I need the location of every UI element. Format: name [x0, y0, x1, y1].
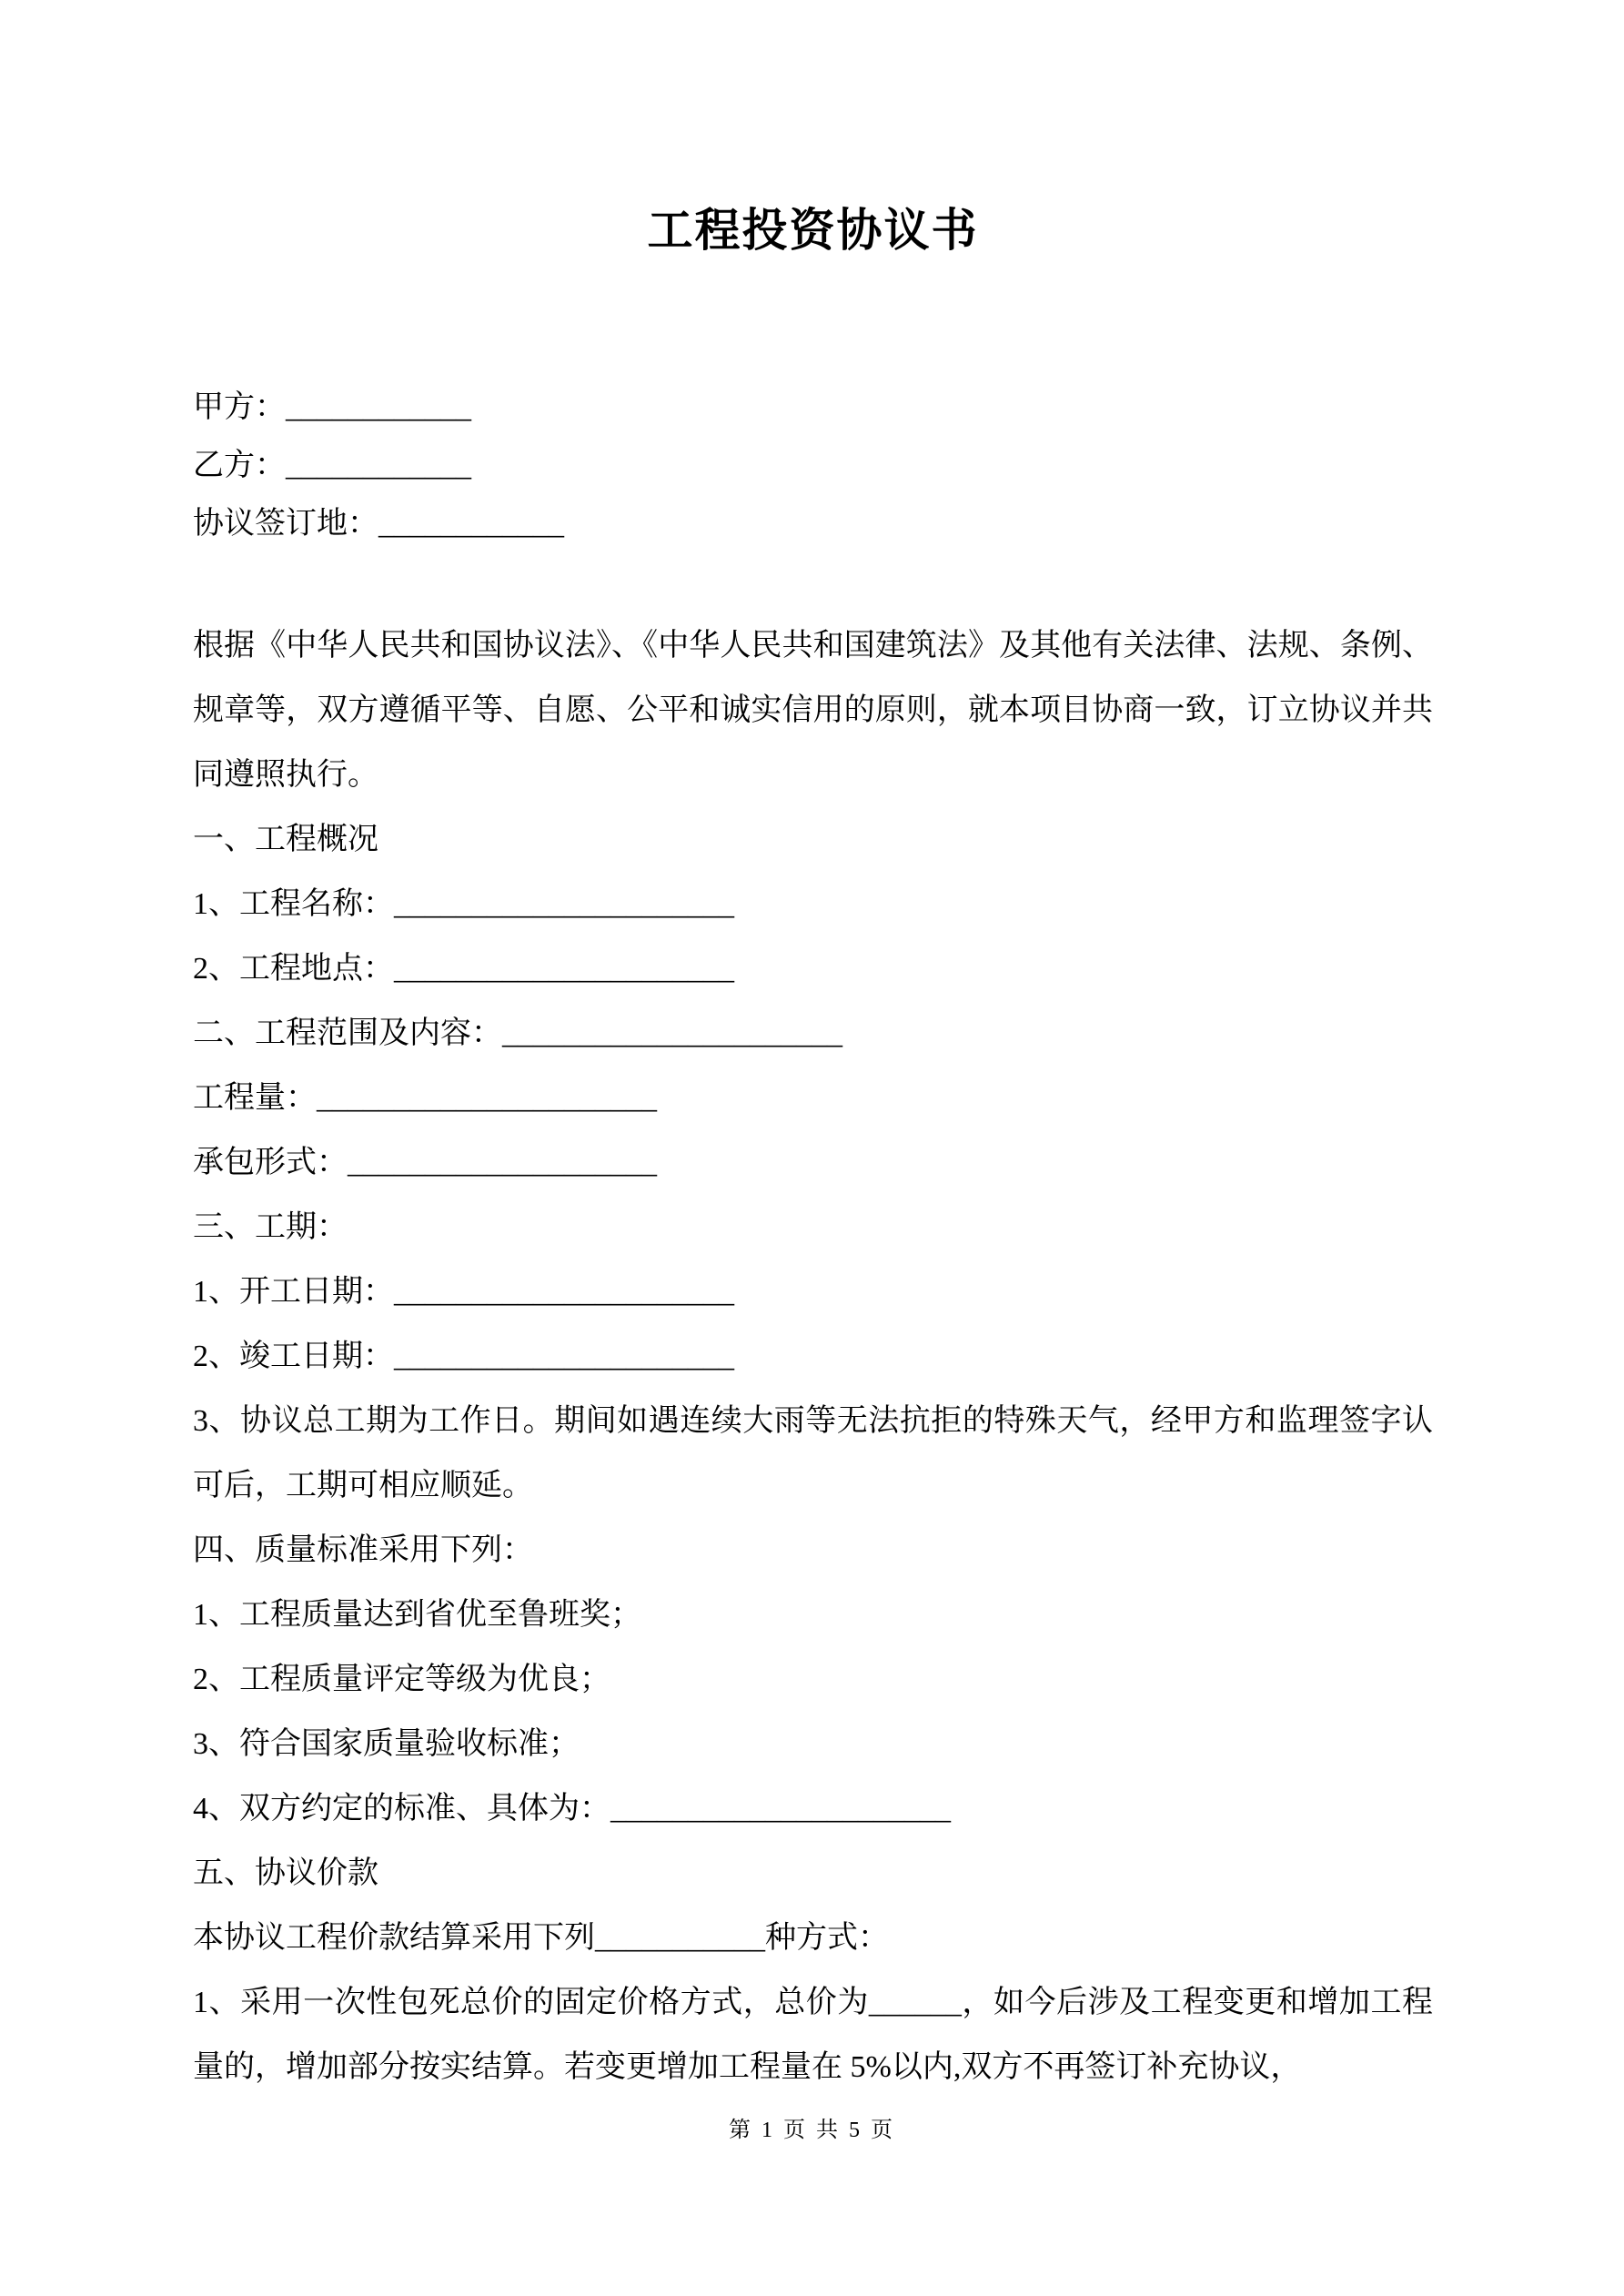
party-block [193, 379, 1433, 553]
clause-quality-option-1: 1、工程质量达到省优至鲁班奖； [193, 1598, 641, 1632]
section-3-duration-heading: 三、工期： [193, 1210, 348, 1244]
clause-quality-option-4: 4、双方约定的标准、具体为：______________________ [193, 1792, 951, 1826]
clause-payment-method: 本协议工程价款结算采用下列___________种方式： [193, 1921, 889, 1955]
clause-project-name: 1、工程名称：______________________ [193, 887, 734, 921]
clause-completion-date: 2、竣工日期：______________________ [193, 1340, 734, 1373]
document-title: 工程投资协议书 [647, 205, 979, 256]
clause-start-date: 1、开工日期：______________________ [193, 1275, 734, 1309]
clause-duration-terms: 3、协议总工期为工作日。期间如遇连续大雨等无法抗拒的特殊天气，经甲方和监理签字认可后，工期可相应顺延。 [193, 1404, 1433, 1502]
party-a-line: 甲方：____________ [193, 390, 471, 424]
section-5-price-heading: 五、协议价款 [193, 1856, 378, 1890]
clause-quality-option-3: 3、符合国家质量验收标准； [193, 1727, 580, 1761]
section-1-heading: 一、工程概况 [193, 823, 378, 856]
clause-quality-option-2: 2、工程质量评定等级为优良； [193, 1663, 610, 1696]
page-number-footer: 第 1 页 共 5 页 [729, 2119, 895, 2142]
clause-fixed-price-terms: 1、采用一次性包死总价的固定价格方式，总价为______，如今后涉及工程变更和增加工程量的，增加部分按实结算。若变更增加工程量在 5%以内,双方不再签订补充协议， [193, 1986, 1433, 2084]
clause-project-location: 2、工程地点：______________________ [193, 952, 734, 986]
clause-work-quantity: 工程量：______________________ [193, 1081, 657, 1115]
signing-place-line: 协议签订地：____________ [193, 507, 564, 541]
party-b-line: 乙方：____________ [193, 449, 471, 482]
section-2-scope: 二、工程范围及内容：______________________ [193, 1017, 842, 1050]
section-4-quality-heading: 四、质量标准采用下列： [193, 1533, 533, 1567]
clause-contract-form: 承包形式：____________________ [193, 1146, 657, 1179]
document-body [193, 613, 1433, 2099]
intro-paragraph: 根据《中华人民共和国协议法》、《中华人民共和国建筑法》及其他有关法律、法规、条例、规章等，双方遵循平等、自愿、公平和诚实信用的原则，就本项目协商一致，订立协议并共同遵照执行。 [193, 629, 1433, 792]
